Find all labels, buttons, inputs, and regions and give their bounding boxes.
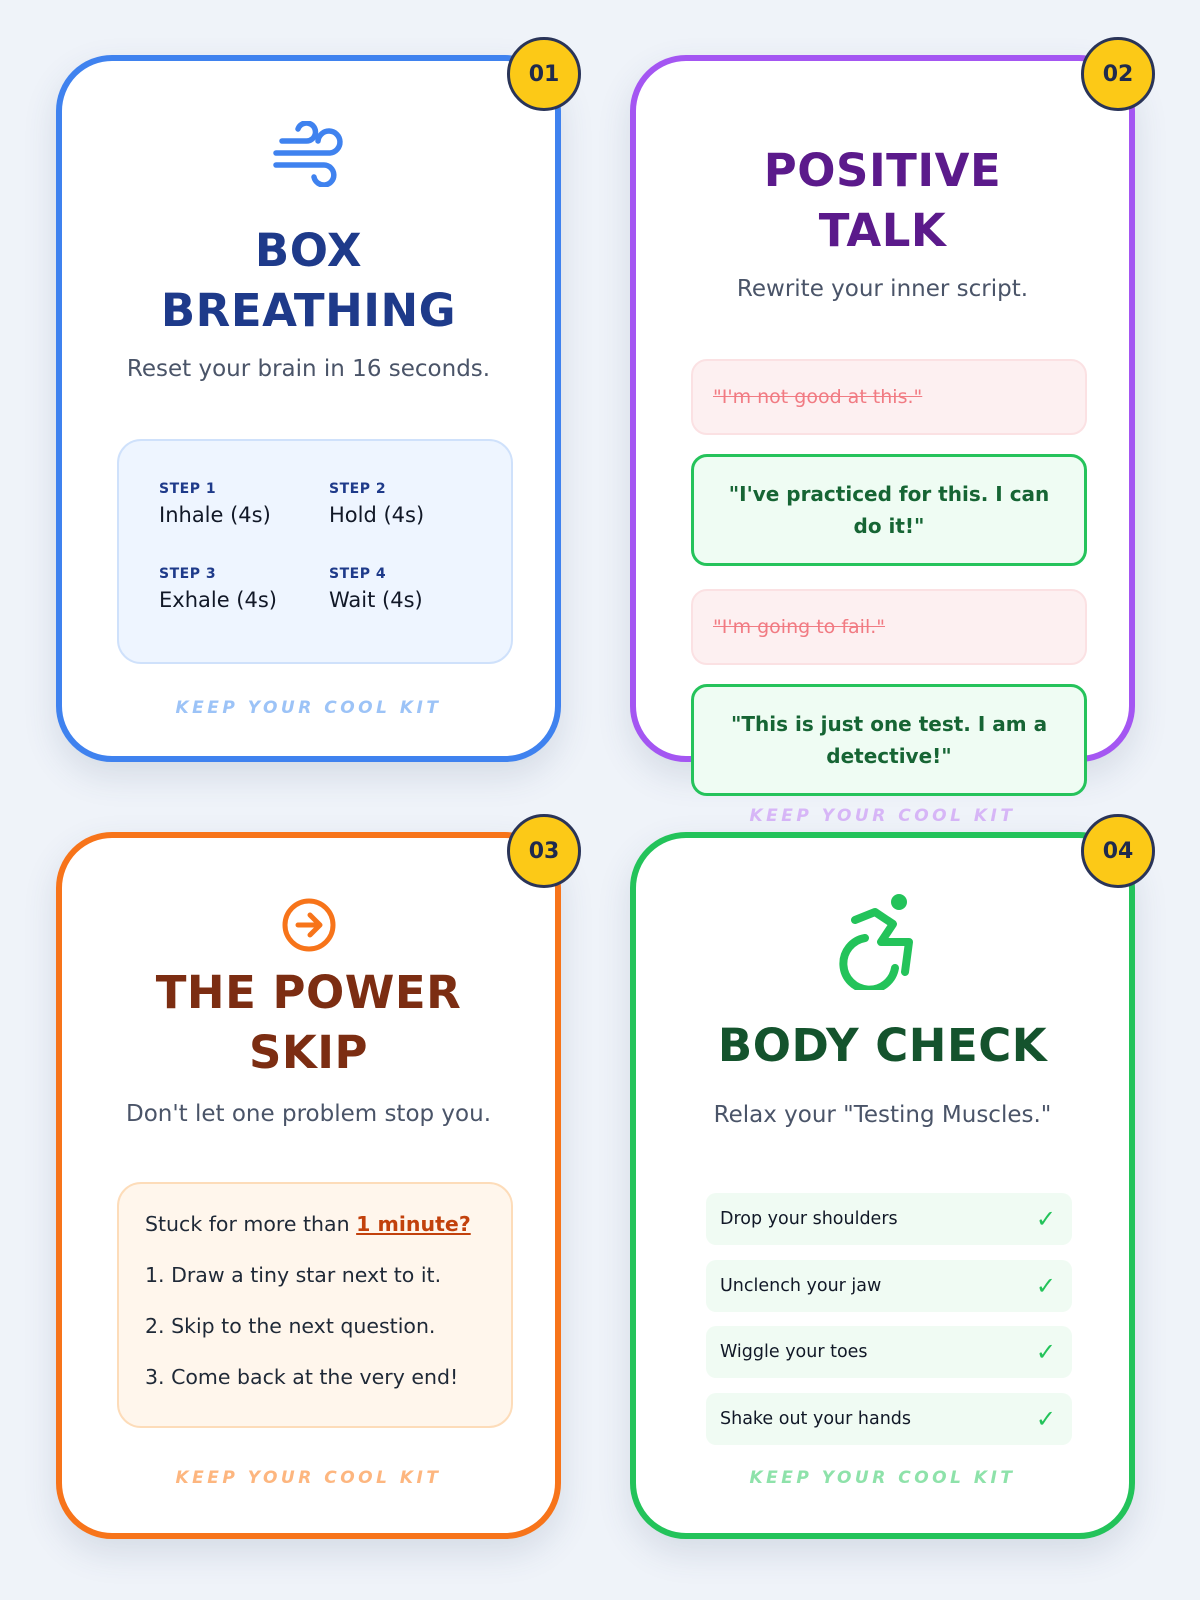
card-title: BOX BREATHING — [160, 224, 457, 337]
checklist-item: Shake out your hands ✓ — [706, 1393, 1072, 1445]
steps-panel — [117, 439, 513, 664]
negative-statement: "I'm going to fail." — [691, 589, 1087, 665]
checklist-item: Wiggle your toes ✓ — [706, 1326, 1072, 1378]
time-limit-highlight: 1 minute? — [356, 1212, 471, 1236]
box-breathing-card — [56, 55, 561, 762]
step-1: STEP 1 Inhale (4s) — [159, 481, 271, 527]
card-subtitle: Relax your "Testing Muscles." — [713, 1102, 1052, 1128]
list-item: 3. Come back at the very end! — [145, 1365, 459, 1389]
card-footer: KEEP YOUR COOL KIT — [749, 1468, 1016, 1488]
card-subtitle: Don't let one problem stop you. — [125, 1101, 492, 1127]
card-title: POSITIVE TALK — [763, 144, 1002, 257]
positive-talk-card — [630, 55, 1135, 826]
check-icon: ✓ — [1035, 1338, 1056, 1366]
card-number-badge: 02 — [1081, 37, 1155, 111]
card-footer: KEEP YOUR COOL KIT — [175, 698, 442, 718]
card-title: THE POWER SKIP — [155, 966, 462, 1079]
card-subtitle: Rewrite your inner script. — [736, 276, 1029, 302]
skip-instructions-panel — [117, 1182, 513, 1428]
check-icon: ✓ — [1035, 1272, 1056, 1300]
step-4: STEP 4 Wait (4s) — [329, 566, 423, 612]
positive-statement: "I've practiced for this. I can do it!" — [691, 454, 1087, 566]
list-item: 1. Draw a tiny star next to it. — [145, 1263, 442, 1287]
card-subtitle: Reset your brain in 16 seconds. — [126, 356, 491, 382]
card-number-badge: 03 — [507, 814, 581, 888]
card-footer: KEEP YOUR COOL KIT — [749, 806, 1016, 826]
card-number-badge: 04 — [1081, 814, 1155, 888]
step-3: STEP 3 Exhale (4s) — [159, 566, 277, 612]
check-icon: ✓ — [1035, 1205, 1056, 1233]
negative-statement: "I'm not good at this." — [691, 359, 1087, 435]
checklist-item: Drop your shoulders ✓ — [706, 1193, 1072, 1245]
body-check-card — [630, 832, 1135, 1539]
card-footer: KEEP YOUR COOL KIT — [175, 1468, 442, 1488]
list-item: 2. Skip to the next question. — [145, 1314, 436, 1338]
step-2: STEP 2 Hold (4s) — [329, 481, 425, 527]
wind-icon — [62, 121, 555, 187]
check-icon: ✓ — [1035, 1405, 1056, 1433]
accessibility-wheelchair-icon — [636, 890, 1129, 990]
positive-statement: "This is just one test. I am a detective!" — [691, 684, 1087, 796]
power-skip-card — [56, 832, 561, 1539]
checklist-item: Unclench your jaw ✓ — [706, 1260, 1072, 1312]
card-title: BODY CHECK — [717, 1019, 1048, 1072]
lead-line: Stuck for more than 1 minute? — [145, 1212, 471, 1236]
arrow-circle-right-icon — [62, 896, 555, 954]
card-number-badge: 01 — [507, 37, 581, 111]
